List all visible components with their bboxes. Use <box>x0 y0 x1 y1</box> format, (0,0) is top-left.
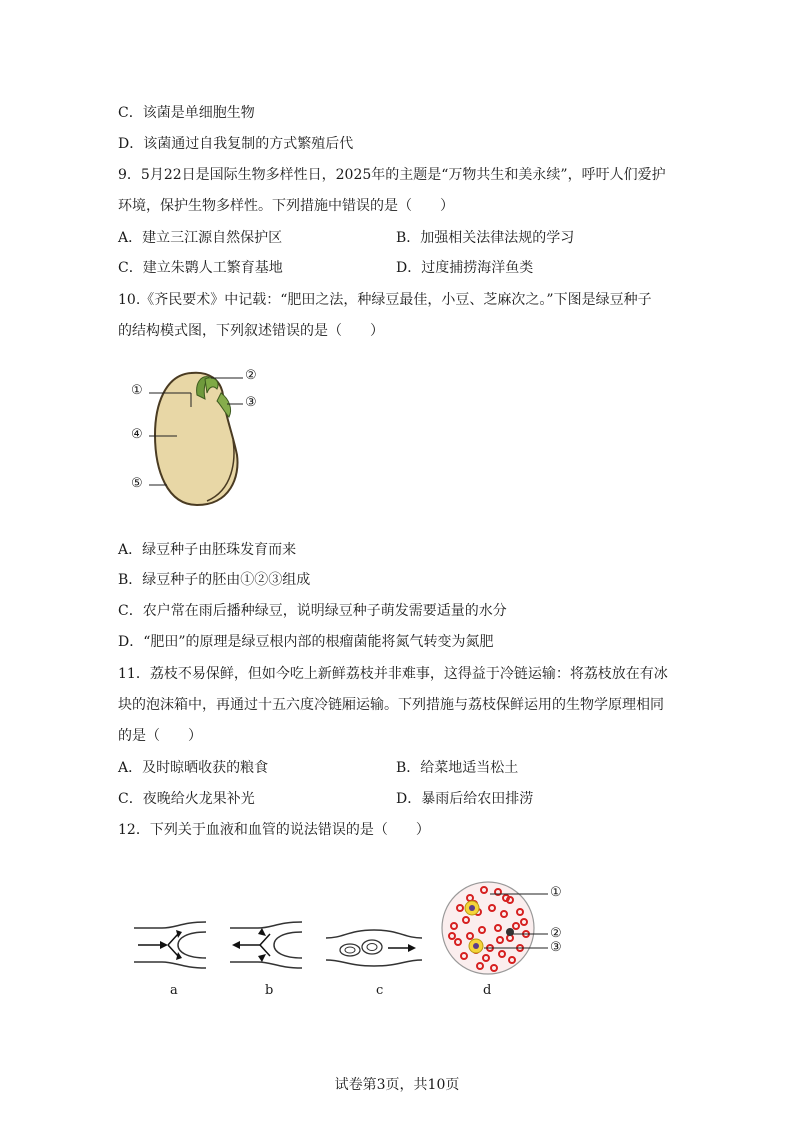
q11-option-a: A．及时晾晒收获的粮食 <box>118 760 269 776</box>
q9-option-c: C．建立朱鹮人工繁育基地 <box>118 260 283 276</box>
page-footer: 试卷第3页，共10页 <box>334 1077 460 1093</box>
q9-option-a: A．建立三江源自然保护区 <box>118 230 283 246</box>
q11-stem-line1: 11．荔枝不易保鲜，但如今吃上新鲜荔枝并非难事，这得益于冷链运输：将荔枝放在有冰 <box>118 666 668 682</box>
seed-label-3: ③ <box>245 395 257 410</box>
fig-caption-a: a <box>170 983 178 998</box>
q9-stem-line2: 环境，保护生物多样性。下列措施中错误的是（ ） <box>118 198 454 214</box>
q10-stem-line1: 10.《齐民要术》中记载：“肥田之法，种绿豆最佳，小豆、芝麻次之。”下图是绿豆种子 <box>118 292 652 308</box>
seed-label-1: ① <box>131 383 143 398</box>
seed-label-2: ② <box>245 368 257 383</box>
q9-option-b: B．加强相关法律法规的学习 <box>396 230 575 246</box>
blood-label-3: ③ <box>550 940 562 955</box>
q10-stem-line2: 的结构模式图，下列叙述错误的是（ ） <box>118 323 384 339</box>
seed-structure-figure <box>125 365 270 510</box>
vessel-figure-b <box>228 920 306 970</box>
vessel-figure-a <box>132 920 210 970</box>
q12-stem: 12．下列关于血液和血管的说法错误的是（ ） <box>118 822 430 838</box>
q10-option-a: A．绿豆种子由胚珠发育而来 <box>118 542 297 558</box>
q11-stem-line2: 块的泡沫箱中，再通过十五六度冷链厢运输。下列措施与荔枝保鲜运用的生物学原理相同 <box>118 697 664 713</box>
blood-label-1: ① <box>550 885 562 900</box>
fig-caption-b: b <box>265 983 274 998</box>
q8-option-d: D．该菌通过自我复制的方式繁殖后代 <box>118 136 354 152</box>
q11-option-b: B．给菜地适当松土 <box>396 760 519 776</box>
q11-option-d: D．暴雨后给农田排涝 <box>396 791 534 807</box>
q10-option-c: C．农户常在雨后播种绿豆，说明绿豆种子萌发需要适量的水分 <box>118 603 507 619</box>
q9-option-d: D．过度捕捞海洋鱼类 <box>396 260 534 276</box>
q8-option-c: C．该菌是单细胞生物 <box>118 105 255 121</box>
q9-stem-line1: 9．5月22日是国际生物多样性日，2025年的主题是“万物共生和美永续”，呼吁人们爱护 <box>118 167 666 183</box>
q10-option-d: D．“肥田”的原理是绿豆根内部的根瘤菌能将氮气转变为氮肥 <box>118 634 494 650</box>
blood-label-2: ② <box>550 926 562 941</box>
q11-stem-line3: 的是（ ） <box>118 728 202 744</box>
vessel-figure-c <box>324 926 424 968</box>
seed-label-4: ④ <box>131 427 143 442</box>
q10-option-b: B．绿豆种子的胚由①②③组成 <box>118 572 311 588</box>
q11-option-c: C．夜晚给火龙果补光 <box>118 791 255 807</box>
seed-label-5: ⑤ <box>131 476 143 491</box>
fig-caption-d: d <box>483 983 492 998</box>
fig-caption-c: c <box>376 983 384 998</box>
